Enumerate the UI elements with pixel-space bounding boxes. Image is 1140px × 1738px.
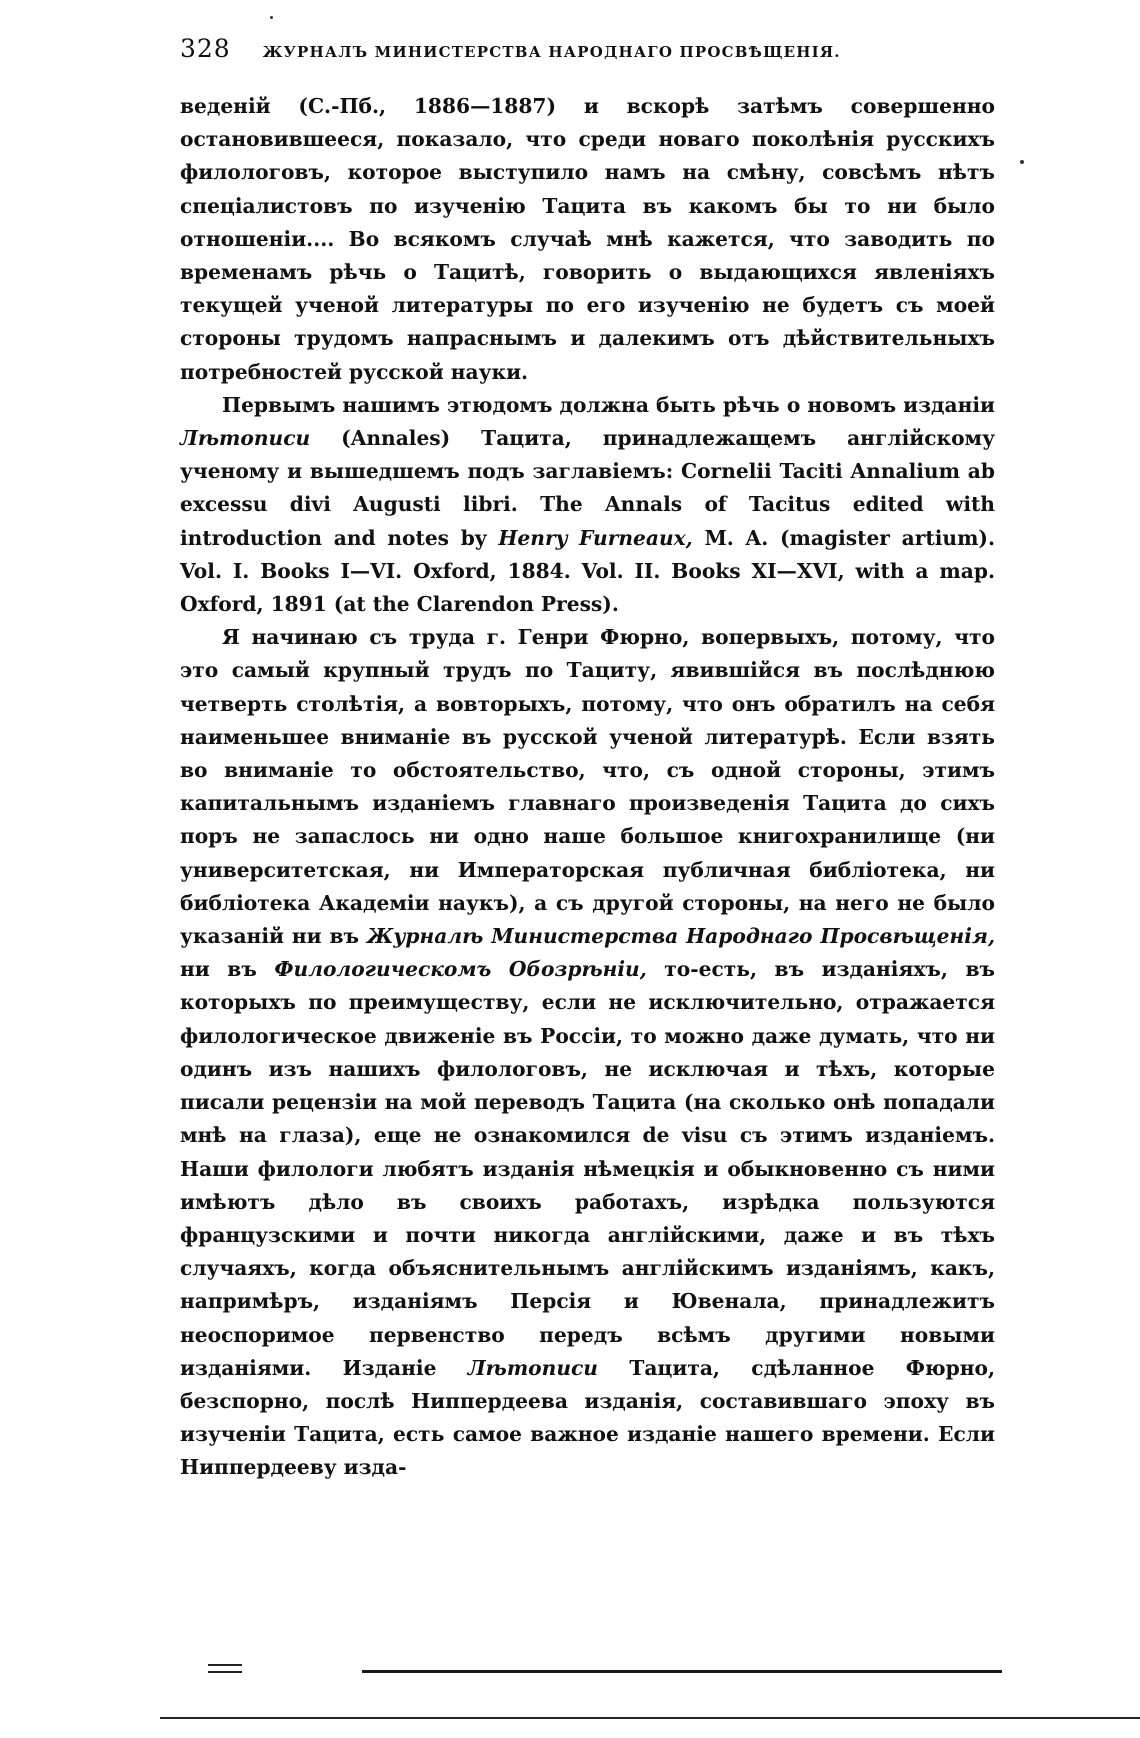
text-run: (Annales) Тацита, принадлежащемъ англійскому ученому и вышедшемъ подъ заглавіемъ: Cornelii Taciti Annalium ab excessu divi Augusti libri. The Annals of Tacitus edited with introduction and notes by: [180, 426, 995, 550]
scan-mark-rule: [208, 1664, 242, 1666]
paragraph-1: [180, 90, 995, 389]
scan-speck: [1020, 160, 1024, 164]
italic-title-letopisi: Лѣтописи: [180, 426, 311, 451]
text-run: ни въ: [180, 957, 275, 982]
paragraph-2: [180, 389, 995, 621]
text-run: Тацита, сдѣланное Фюрно, безспорно, послѣ Ниппердеева изданія, составившаго эпоху въ изученіи Тацита, есть самое важное изданіе нашего времени. Если Ниппердееву изда-: [180, 1355, 995, 1480]
paragraph-3: [180, 621, 995, 1484]
body-text: [180, 90, 995, 1485]
text-run: M. A. (magister artium). Vol. I. Books I—VI. Oxford, 1884. Vol. II. Books XI—XVI, with a map. Oxford, 1891 (at the Clarendon Press).: [180, 525, 996, 617]
running-head: [180, 34, 1000, 64]
italic-journal-name: Журналѣ Министерства Народнаго Просвѣщенія,: [366, 924, 995, 949]
italic-title-letopisi: Лѣтописи: [467, 1355, 598, 1380]
page-number: 328: [180, 34, 231, 63]
scan-mark-rule: [362, 1670, 1002, 1673]
italic-review-name: Филологическомъ Обозрѣніи,: [274, 957, 647, 982]
page-bottom-edge: [160, 1717, 1140, 1719]
italic-author-name: Henry Furneaux,: [498, 525, 693, 550]
text-run: Первымъ нашимъ этюдомъ должна быть рѣчь о новомъ изданіи: [222, 392, 995, 417]
scan-speck: [270, 16, 273, 19]
scan-mark-rule: [208, 1671, 242, 1673]
text-run: то-есть, въ изданіяхъ, въ которыхъ по преимуществу, если не исключительно, отражается филологическое движеніе въ Россіи, то можно даже думать, что ни одинъ изъ нашихъ филологовъ, не исключая и тѣхъ, которые писали рецензіи на мой переводъ Тацита (на сколько онѣ попадали мнѣ на глаза), еще не ознакомился de visu съ этимъ изданіемъ. Наши филологи любятъ изданія нѣмецкія и обыкновенно съ ними имѣютъ дѣло въ своихъ работахъ, изрѣдка пользуются французскими и почти никогда англійскими, даже и въ тѣхъ случаяхъ, когда объяснительнымъ англійскимъ изданіямъ, какъ, напримѣръ, изданіямъ Персія и Ювенала, принадлежитъ неоспоримое первенство передъ всѣмъ другими новыми изданіями. Изданіе: [180, 957, 995, 1380]
text-run: веденій (С.-Пб., 1886—1887) и вскорѣ затѣмъ совершенно остановившееся, показало, что среди новаго поколѣнія русскихъ филологовъ, которое выступило намъ на смѣну, совсѣмъ нѣтъ спеціалистовъ по изученію Тацита въ какомъ бы то ни было отношеніи.... Во всякомъ случаѣ мнѣ кажется, что заводить по временамъ рѣчь о Тацитѣ, говорить о выдающихся явленіяхъ текущей ученой литературы по его изученію не будетъ съ моей стороны трудомъ напраснымъ и далекимъ отъ дѣйствительныхъ потребностей русской науки.: [180, 94, 995, 384]
journal-title: ЖУРНАЛЪ МИНИСТЕРСТВА НАРОДНАГО ПРОСВѢЩЕНІЯ.: [262, 43, 841, 61]
text-run: Я начинаю съ труда г. Генри Фюрно, вопервыхъ, потому, что это самый крупный трудъ по Тациту, явившійся въ послѣднюю четверть столѣтія, а вовторыхъ, потому, что онъ обратилъ на себя наименьшее вниманіе въ русской ученой литературѣ. Если взять во вниманіе то обстоятельство, что, съ одной стороны, этимъ капитальнымъ изданіемъ главнаго произведенія Тацита до сихъ поръ не запаслось ни одно наше большое книгохранилище (ни университетская, ни Императорская публичная библіотека, ни библіотека Академіи наукъ), а съ другой стороны, на него не было указаній ни въ: [180, 625, 995, 949]
